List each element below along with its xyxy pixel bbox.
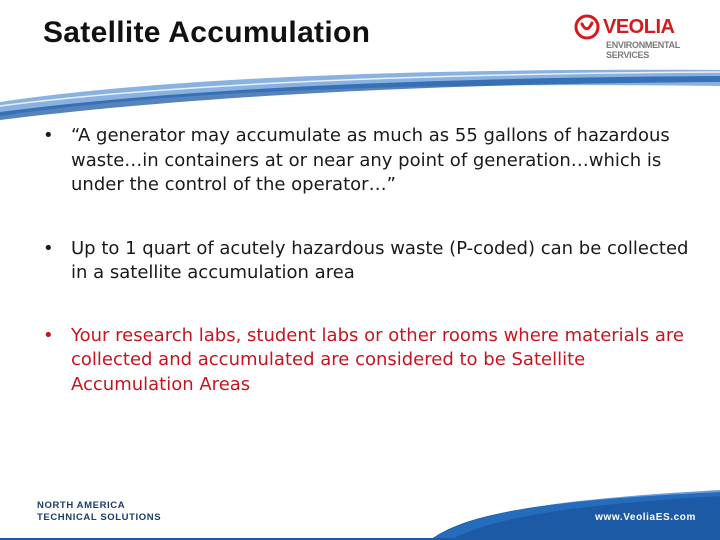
- bullet-text: Your research labs, student labs or other rooms where materials are collected and accumulated are considered to be Satellite Accumulation Areas: [71, 324, 684, 395]
- bullet-list: [40, 124, 700, 397]
- slide-title: Satellite Accumulation: [43, 16, 371, 49]
- footer-tagline-line-2: TECHNICAL SOLUTIONS: [37, 512, 162, 523]
- footer-tagline: [37, 500, 161, 524]
- footer-tagline-line-1: NORTH AMERICA: [37, 500, 126, 511]
- logo-sub-line-2: SERVICES: [606, 50, 649, 60]
- header-swoosh: [0, 60, 720, 120]
- bullet-marker: •: [43, 125, 54, 146]
- footer-website: www.VeoliaES.com: [595, 512, 696, 523]
- logo-wordmark: VEOLIA: [603, 16, 675, 38]
- bullet-marker: •: [43, 237, 54, 259]
- bullet-item: [40, 237, 700, 286]
- veolia-logo: [574, 12, 714, 64]
- bullet-item: [40, 324, 700, 398]
- bullet-text: “A generator may accumulate as much as 55 gallons of hazardous waste…in containers at or near any point of generation…which is under the control of the operator…”: [71, 125, 670, 195]
- bullet-item: [40, 124, 700, 198]
- logo-subtitle: [606, 40, 680, 60]
- bullet-marker: •: [43, 324, 54, 346]
- veolia-logo-icon: [574, 14, 600, 40]
- logo-sub-line-1: ENVIRONMENTAL: [606, 40, 680, 50]
- bullet-text: Up to 1 quart of acutely hazardous waste (P-coded) can be collected in a satellite accumulation area: [71, 237, 689, 283]
